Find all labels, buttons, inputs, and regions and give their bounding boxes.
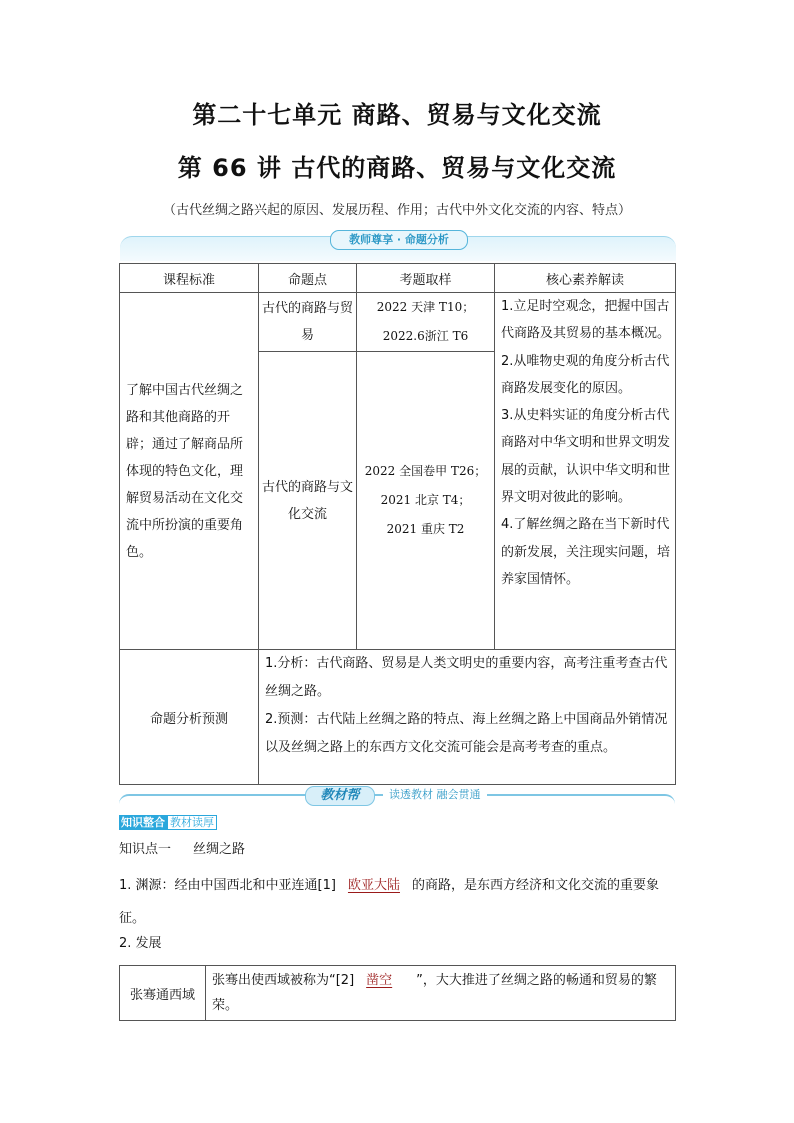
lesson-title: 第 66 讲 古代的商路、贸易与文化交流 <box>177 154 617 182</box>
header-point: 命题点 <box>259 264 357 293</box>
table-row <box>120 650 676 785</box>
zhang-qian-label: 张骞通西域 <box>120 966 206 1021</box>
forecast-item: 2.预测：古代陆上丝绸之路的特点、海上丝绸之路上中国商品外销情况以及丝绸之路上的东西方文化交流可能会是高考考查的重点。 <box>265 712 668 755</box>
core-item: 4.了解丝绸之路在当下新时代的新发展，关注现实问题，培养家国情怀。 <box>501 517 671 587</box>
teacher-banner-label: 教师尊享 · 命题分析 <box>330 230 468 250</box>
development-table <box>119 965 676 1021</box>
zhang-qian-text-rest: ”，大大推进了丝绸之路的畅通和贸易的繁荣。 <box>212 973 657 1013</box>
tag-reading: 教材读厚 <box>167 815 217 830</box>
origin-text-rest: 的商路，是东西方经济和文化交流的重要象征。 <box>119 878 659 926</box>
knowledge-point-heading <box>119 838 245 857</box>
core-item: 1.立足时空观念，把握中国古代商路及其贸易的基本概况。 <box>501 299 671 342</box>
zhang-qian-text: 张骞出使西域被称为“[2] <box>212 973 355 988</box>
textbook-banner <box>119 786 679 810</box>
forecast-item: 1.分析：古代商路、贸易是人类文明史的重要内容，高考注重考查古代丝绸之路。 <box>265 656 668 699</box>
forecast-label: 命题分析预测 <box>120 650 259 785</box>
examples-culture <box>357 352 495 650</box>
core-literacy <box>495 293 676 650</box>
examples-trade <box>357 293 495 352</box>
development-heading: 2. 发展 <box>119 936 162 951</box>
origin-text: 1. 渊源：经由中国西北和中亚连通[1] <box>119 878 336 893</box>
point-trade: 古代的商路与贸易 <box>259 293 357 352</box>
answer-blank-1 <box>336 878 412 893</box>
zhang-qian-content <box>206 966 676 1021</box>
answer-1: 欧亚大陆 <box>347 878 400 893</box>
header-standard: 课程标准 <box>120 264 259 293</box>
tag-knowledge: 知识整合 <box>121 816 165 829</box>
origin-paragraph <box>119 869 679 935</box>
knowledge-point-label: 知识点一 <box>119 842 172 857</box>
header-examples: 考题取样 <box>357 264 495 293</box>
knowledge-point-title: 丝绸之路 <box>193 842 246 857</box>
unit-title: 第二十七单元 商路、贸易与文化交流 <box>192 101 602 129</box>
textbook-banner-subtitle: 读透教材 融会贯通 <box>383 787 487 803</box>
example-line: 2022 全国卷甲 T26； <box>364 464 487 478</box>
core-item: 2.从唯物史观的角度分析古代商路发展变化的原因。 <box>501 353 670 396</box>
header-core: 核心素养解读 <box>495 264 676 293</box>
course-standard: 了解中国古代丝绸之路和其他商路的开辟；通过了解商品所体现的特色文化，理解贸易活动在文化交流中所扮演的重要角色。 <box>120 293 259 650</box>
table-header-row <box>120 264 676 293</box>
forecast-content <box>259 650 676 785</box>
teacher-banner <box>120 230 676 260</box>
example-line: 2022 天津 T10； <box>376 300 475 314</box>
core-item: 3.从史料实证的角度分析古代商路对中华文明和世界文明发展的贡献，认识中华文明和世界文明对彼此的影响。 <box>501 408 671 506</box>
answer-blank-2 <box>354 973 416 988</box>
table-row <box>120 966 676 1021</box>
textbook-banner-tag: 教材帮 <box>305 786 375 806</box>
curriculum-table <box>119 263 676 785</box>
table-row <box>120 293 676 352</box>
lesson-scope: （古代丝绸之路兴起的原因、发展历程、作用；古代中外文化交流的内容、特点） <box>162 203 631 218</box>
example-line: 2022.6浙江 T6 <box>382 329 469 343</box>
section-tags <box>119 815 217 831</box>
answer-2: 凿空 <box>366 973 393 988</box>
example-line: 2021 北京 T4； <box>380 493 471 507</box>
point-culture: 古代的商路与文化交流 <box>259 352 357 650</box>
example-line: 2021 重庆 T2 <box>386 522 465 536</box>
